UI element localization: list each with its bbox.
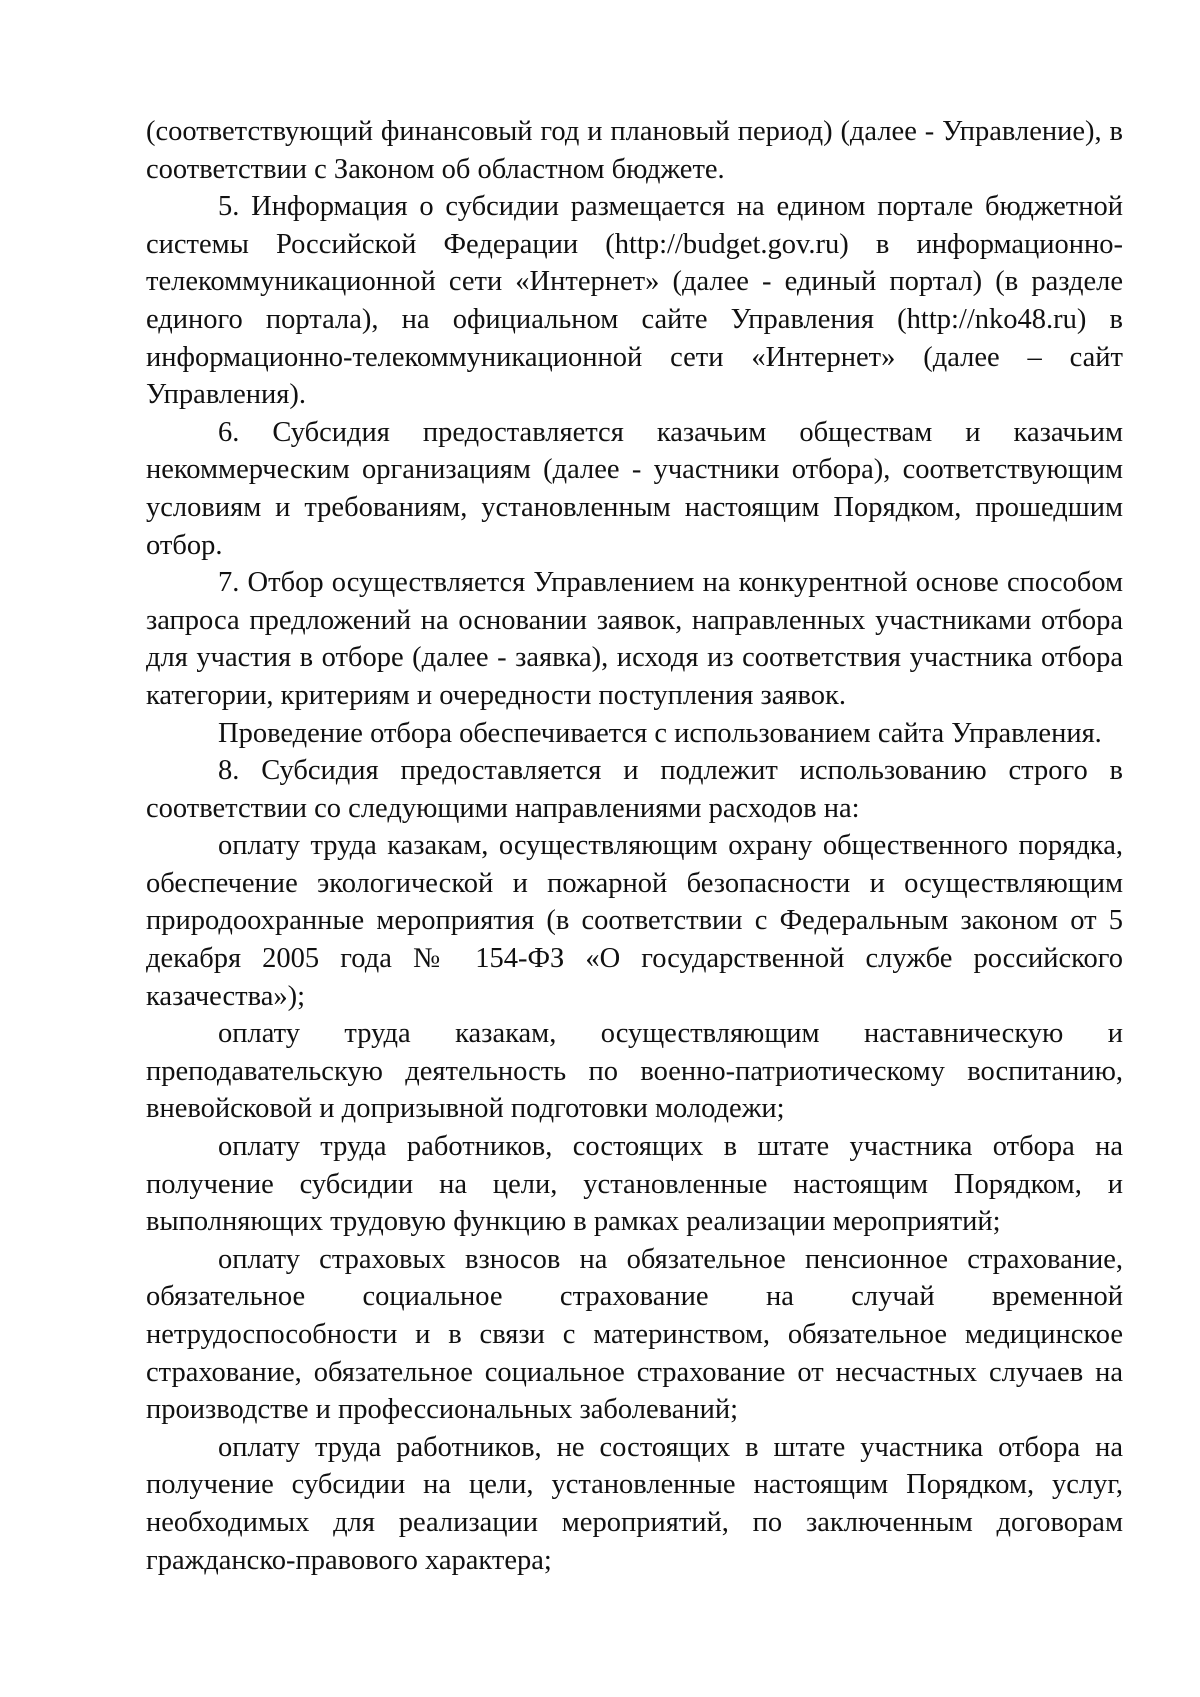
expense-item-insurance-contributions: оплату страховых взносов на обязательное пенсионное страхование, обязательное социальное страхование на случай временной нетрудоспособности и в связи с материнством, обязательное медицинское страхование, обязательное социальное страхование от несчастных случаев на производстве и профессиональных заболеваний; (146, 1243, 1123, 1426)
expense-item-cossack-mentoring: оплату труда казакам, осуществляющим наставническую и преподавательскую деятельность по военно-патриотическому воспитанию, вневойсковой и допризывной подготовки молодежи; (146, 1018, 1123, 1125)
document-body (146, 113, 1123, 1579)
paragraph-continuation: (соответствующий финансовый год и плановый период) (далее - Управление), в соответствии с Законом об областном бюджете. (146, 116, 1123, 185)
expense-item-cossack-public-order: оплату труда казакам, осуществляющим охрану общественного порядка, обеспечение экологической и пожарной безопасности и осуществляющим природоохранные мероприятия (в соответствии с Федеральным законом от 5 декабря 2005 года № 154-ФЗ «О государственной службе российского казачества»); (146, 830, 1123, 1012)
paragraph-item-5: 5. Информация о субсидии размещается на едином портале бюджетной системы Российской Федерации (http://budget.gov.ru) в информационно-телекоммуникационной сети «Интернет» (далее - единый портал) (в разделе единого портала), на официальном сайте Управления (http://nko48.ru) в информационно-телекоммуникационной сети «Интернет» (далее – сайт Управления). (146, 191, 1123, 411)
paragraph-item-8: 8. Субсидия предоставляется и подлежит использованию строго в соответствии со следующими направлениями расходов на: (146, 755, 1123, 824)
expense-item-contractors: оплату труда работников, не состоящих в штате участника отбора на получение субсидии на цели, установленные настоящим Порядком, услуг, необходимых для реализации мероприятий, по заключенным договорам гражданско-правового характера; (146, 1431, 1123, 1576)
paragraph-selection-conduct: Проведение отбора обеспечивается с использованием сайта Управления. (218, 717, 1102, 749)
paragraph-item-7: 7. Отбор осуществляется Управлением на конкурентной основе способом запроса предложений на основании заявок, направленных участниками отбора для участия в отборе (далее - заявка), исходя из соответствия участника отбора категории, критериям и очередности поступления заявок. (146, 567, 1123, 711)
paragraph-item-6: 6. Субсидия предоставляется казачьим обществам и казачьим некоммерческим организациям (далее - участники отбора), соответствующим условиям и требованиям, установленным настоящим Порядком, прошедшим отбор. (146, 416, 1123, 561)
expense-item-staff-wages: оплату труда работников, состоящих в штате участника отбора на получение субсидии на цели, установленные настоящим Порядком, и выполняющих трудовую функцию в рамках реализации мероприятий; (146, 1131, 1123, 1238)
